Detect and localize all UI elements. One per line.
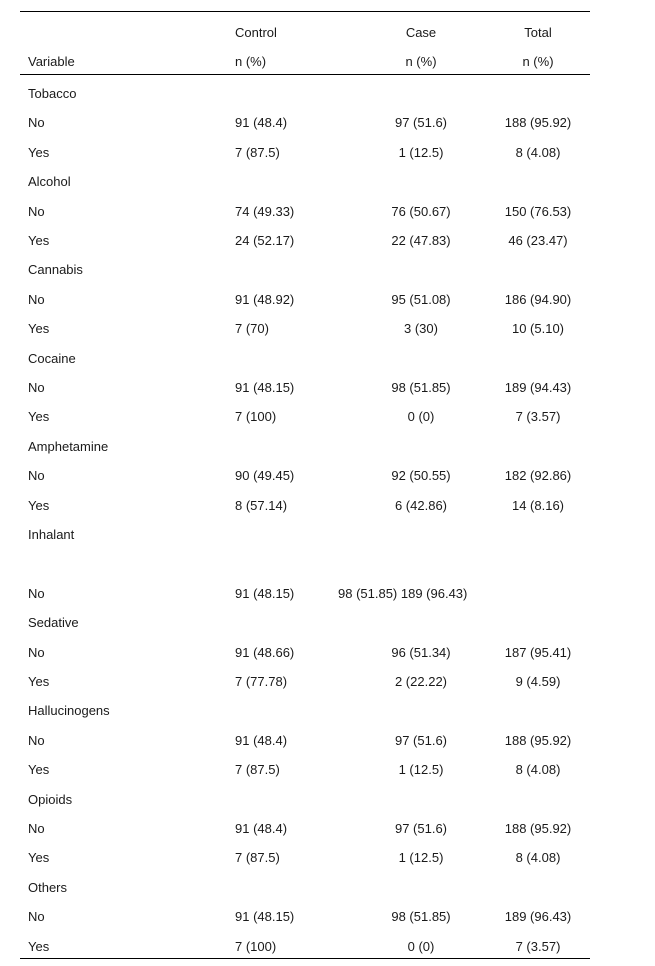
control-value: 7 (77.78) xyxy=(235,674,288,689)
total-value: 189 (94.43) xyxy=(504,380,572,395)
group-row xyxy=(20,878,590,898)
table-row xyxy=(20,819,590,839)
header-row-top xyxy=(20,23,590,43)
case-value: 98 (51.85) xyxy=(391,909,451,925)
row-label: No xyxy=(28,821,45,836)
header-case: Case xyxy=(405,25,437,40)
group-label: Cannabis xyxy=(28,262,83,278)
control-value: 91 (48.66) xyxy=(235,644,295,660)
case-value: 92 (50.55) xyxy=(391,468,451,484)
control-value: 24 (52.17) xyxy=(235,233,295,248)
group-label: Inhalant xyxy=(28,527,75,542)
table-row xyxy=(20,113,590,133)
group-row xyxy=(20,437,590,457)
group-row xyxy=(20,525,590,545)
row-label: No xyxy=(28,732,45,748)
group-label: Sedative xyxy=(28,615,79,631)
table-row xyxy=(20,319,590,339)
header-total: Total xyxy=(524,25,552,40)
total-value: 182 (92.86) xyxy=(504,468,572,484)
group-label: Others xyxy=(28,879,68,895)
table-row xyxy=(20,407,590,427)
case-value: 1 (12.5) xyxy=(398,762,444,778)
group-label: Alcohol xyxy=(28,174,71,190)
control-value: 7 (87.5) xyxy=(235,850,280,866)
row-label: No xyxy=(28,585,45,601)
table-row xyxy=(20,937,590,957)
case-value: 76 (50.67) xyxy=(391,203,451,219)
group-row xyxy=(20,84,590,104)
table-row xyxy=(20,290,590,310)
case-value: 3 (30) xyxy=(404,321,438,337)
control-value: 7 (100) xyxy=(235,409,277,425)
group-label: Tobacco xyxy=(28,86,77,101)
table-row xyxy=(20,731,590,751)
row-label: Yes xyxy=(28,497,50,513)
case-value: 0 (0) xyxy=(407,938,435,954)
group-label: Cocaine xyxy=(28,350,76,366)
total-value: 10 (5.10) xyxy=(511,321,565,337)
group-row xyxy=(20,172,590,192)
group-row xyxy=(20,260,590,280)
table-row xyxy=(20,466,590,486)
table-row xyxy=(20,760,590,780)
table-row xyxy=(20,848,590,868)
row-label: Yes xyxy=(28,409,50,425)
total-value: 188 (95.92) xyxy=(504,115,572,131)
group-row xyxy=(20,613,590,633)
control-value: 91 (48.4) xyxy=(235,821,288,836)
control-value: 74 (49.33) xyxy=(235,203,295,219)
total-value: 8 (4.08) xyxy=(515,850,561,866)
total-value: 189 (96.43) xyxy=(504,909,572,925)
case-value: 96 (51.34) xyxy=(391,644,451,660)
case-value: 1 (12.5) xyxy=(398,144,444,160)
group-label: Opioids xyxy=(28,791,73,807)
header-case-unit: n (%) xyxy=(405,54,437,69)
total-value: 150 (76.53) xyxy=(504,203,572,219)
case-value: 0 (0) xyxy=(407,409,435,425)
table-row xyxy=(20,202,590,222)
group-row xyxy=(20,701,590,721)
total-value: 8 (4.08) xyxy=(515,762,561,778)
row-label: Yes xyxy=(28,850,50,866)
control-value: 91 (48.4) xyxy=(235,732,288,748)
header-control-unit: n (%) xyxy=(235,54,267,69)
table-row xyxy=(20,584,590,604)
header-row-bottom xyxy=(20,52,590,72)
table-row xyxy=(20,378,590,398)
case-value: 97 (51.6) xyxy=(394,732,448,748)
case-value: 97 (51.6) xyxy=(394,821,448,836)
row-label: No xyxy=(28,115,45,131)
case-value: 22 (47.83) xyxy=(391,233,451,248)
case-value: 95 (51.08) xyxy=(391,291,451,307)
header-rule xyxy=(20,74,590,75)
row-label: No xyxy=(28,203,45,219)
total-value: 188 (95.92) xyxy=(504,821,572,836)
row-label: No xyxy=(28,909,45,925)
case-value: 97 (51.6) xyxy=(394,115,448,131)
row-label: No xyxy=(28,291,45,307)
case-value: 1 (12.5) xyxy=(398,850,444,866)
case-value: 6 (42.86) xyxy=(394,497,448,513)
control-value: 91 (48.4) xyxy=(235,115,288,131)
table-row xyxy=(20,643,590,663)
total-value: 187 (95.41) xyxy=(504,644,572,660)
control-value: 7 (70) xyxy=(235,321,269,337)
row-label: Yes xyxy=(28,938,50,954)
row-label: No xyxy=(28,644,45,660)
table-row xyxy=(20,143,590,163)
row-label: No xyxy=(28,380,45,395)
header-variable: Variable xyxy=(28,54,75,69)
case-value: 2 (22.22) xyxy=(394,674,448,689)
control-value: 91 (48.15) xyxy=(235,585,295,601)
group-row xyxy=(20,349,590,369)
total-value: 9 (4.59) xyxy=(515,674,561,689)
bottom-rule xyxy=(20,958,590,959)
row-label: Yes xyxy=(28,674,50,689)
table-row xyxy=(20,231,590,251)
control-value: 7 (87.5) xyxy=(235,762,280,778)
total-value: 188 (95.92) xyxy=(504,732,572,748)
control-value: 90 (49.45) xyxy=(235,468,295,484)
total-value: 7 (3.57) xyxy=(515,409,561,425)
row-label: No xyxy=(28,468,45,484)
row-label: Yes xyxy=(28,321,50,337)
top-rule xyxy=(20,11,590,12)
total-value: 46 (23.47) xyxy=(508,233,568,248)
total-value: 14 (8.16) xyxy=(511,497,565,513)
control-value: 91 (48.15) xyxy=(235,380,295,395)
table-row xyxy=(20,496,590,516)
control-value: 7 (87.5) xyxy=(235,144,280,160)
row-label: Yes xyxy=(28,144,50,160)
header-total-unit: n (%) xyxy=(522,54,554,69)
row-label: Yes xyxy=(28,233,50,248)
case-value: 98 (51.85) xyxy=(391,380,451,395)
header-control: Control xyxy=(235,25,277,40)
control-value: 91 (48.92) xyxy=(235,291,295,307)
total-value: 186 (94.90) xyxy=(504,291,572,307)
control-value: 91 (48.15) xyxy=(235,909,295,925)
control-value: 7 (100) xyxy=(235,938,277,954)
total-value: 7 (3.57) xyxy=(515,938,561,954)
group-label: Amphetamine xyxy=(28,438,109,454)
group-label: Hallucinogens xyxy=(28,703,110,719)
table-row xyxy=(20,672,590,692)
case-total-value: 98 (51.85) 189 (96.43) xyxy=(338,585,468,601)
group-row xyxy=(20,790,590,810)
table-row xyxy=(20,907,590,927)
blank-row xyxy=(20,554,590,574)
total-value: 8 (4.08) xyxy=(515,144,561,160)
control-value: 8 (57.14) xyxy=(235,497,288,513)
row-label: Yes xyxy=(28,762,50,778)
